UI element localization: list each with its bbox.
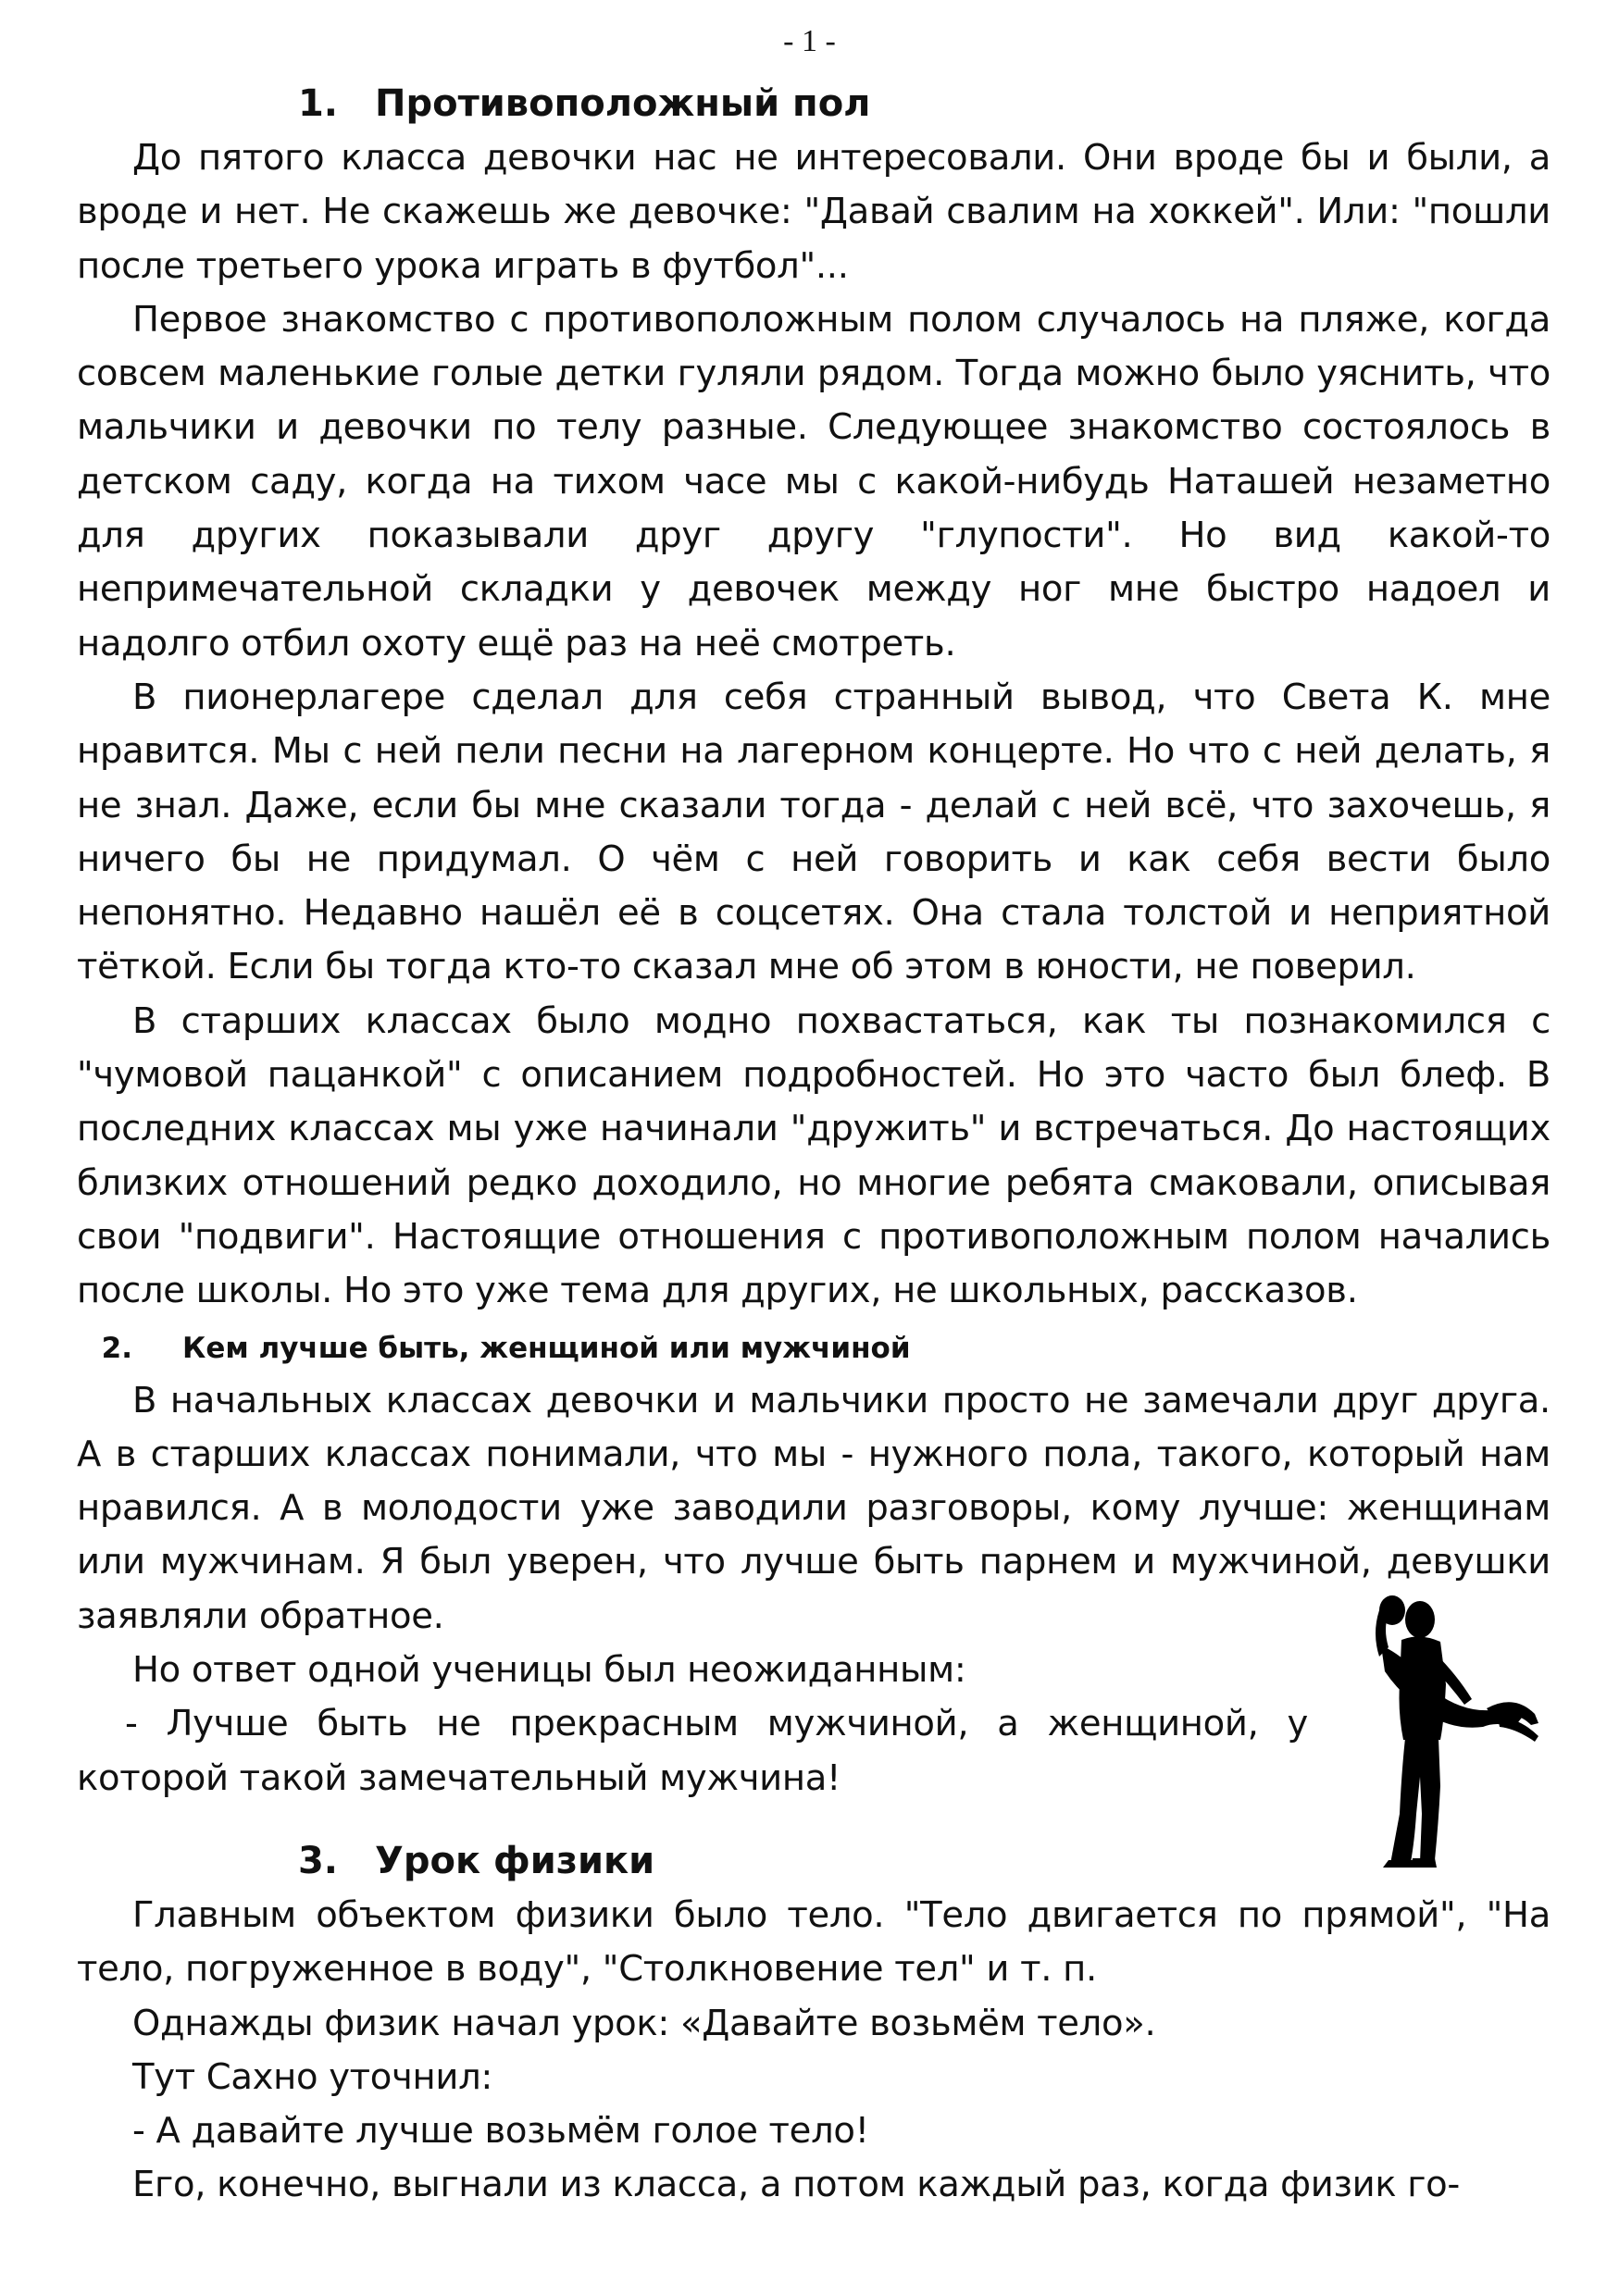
page-number: - 1 -: [783, 24, 836, 58]
section-2-title: Кем лучше быть, женщиной или мужчиной: [182, 1331, 911, 1365]
paragraph: В пионерлагере сделал для себя странный вывод, что Света К. мне нравится. Мы с ней пели песни на лагерном концерте. Но что с ней делать, я не знал. Даже, если бы мне сказали тогда - делай с ней всё, что захочешь, я ничего бы не придумал. О чём с ней говорить и как себя вести было непонятно. Недавно нашёл её в соцсетях. Она стала толстой и неприятной тёткой. Если бы тогда кто-то сказал мне об этом в юности, не поверил.: [77, 676, 1551, 988]
paragraph: Его, конечно, выгнали из класса, а потом каждый раз, когда физик го-: [132, 2164, 1461, 2206]
silhouette-couple-icon: [1324, 1592, 1555, 1869]
paragraph: Первое знакомство с противоположным полом случалось на пляже, когда совсем маленькие голые детки гуляли рядом. Тогда можно было уяснить, что мальчики и девочки по телу разные. Следующее знакомство состоялось в детском саду, когда на тихом часе мы с какой-нибудь Наташей незаметно для других показывали друг другу "глупости". Но вид какой-то непримечательной складки у девочек между ног мне быстро надоел и надолго отбил охоту ещё раз на неё смотреть.: [77, 298, 1551, 664]
paragraph: В начальных классах девочки и мальчики просто не замечали друг друга. А в старших классах понимали, что мы - нужного пола, такого, который нам нравился. А в молодости уже заводили разговоры, кому лучше: женщинам или мужчинам. Я был уверен, что лучше быть парнем и мужчиной, девушки заявляли обратное.: [77, 1379, 1551, 1637]
section-1-title: Противоположный пол: [375, 82, 871, 125]
section-3-title: Урок физики: [375, 1839, 655, 1882]
paragraph: - Лучше быть не прекрасным мужчиной, а женщиной, у которой такой замечательный мужчина!: [77, 1703, 1308, 1799]
section-2-number: 2.: [101, 1331, 132, 1365]
paragraph: - А давайте лучше возьмём голое тело!: [132, 2110, 869, 2153]
paragraph: Главным объектом физики было тело. "Тело двигается по прямой", "На тело, погруженное в воду", "Столкновение тел" и т. п.: [77, 1893, 1551, 1991]
section-1-number: 1.: [297, 82, 338, 125]
section-1-heading: [77, 76, 1551, 131]
paragraph: Но ответ одной ученицы был неожиданным:: [132, 1649, 966, 1692]
paragraph: В старших классах было модно похвастаться, как ты познакомился с "чумовой пацанкой" с описанием подробностей. Но это часто был блеф. В последних классах мы уже начинали "дружить" и встречаться. До настоящих близких отношений редко доходило, но многие ребята смаковали, описывая свои "подвиги". Настоящие отношения с противоположным полом начались после школы. Но это уже тема для других, не школьных, рассказов.: [77, 999, 1551, 1312]
document-body: [77, 76, 1551, 2213]
paragraph: Тут Сахно уточнил:: [132, 2055, 493, 2098]
paragraph: Однажды физик начал урок: «Давайте возьмём тело».: [132, 2002, 1156, 2044]
section-2-heading: [77, 1322, 1551, 1374]
paragraph: До пятого класса девочки нас не интересовали. Они вроде бы и были, а вроде и нет. Не скажешь же девочке: "Давай свалим на хоккей". Или: "пошли после третьего урока играть в футбол"...: [77, 137, 1551, 287]
section-3-number: 3.: [297, 1839, 338, 1882]
